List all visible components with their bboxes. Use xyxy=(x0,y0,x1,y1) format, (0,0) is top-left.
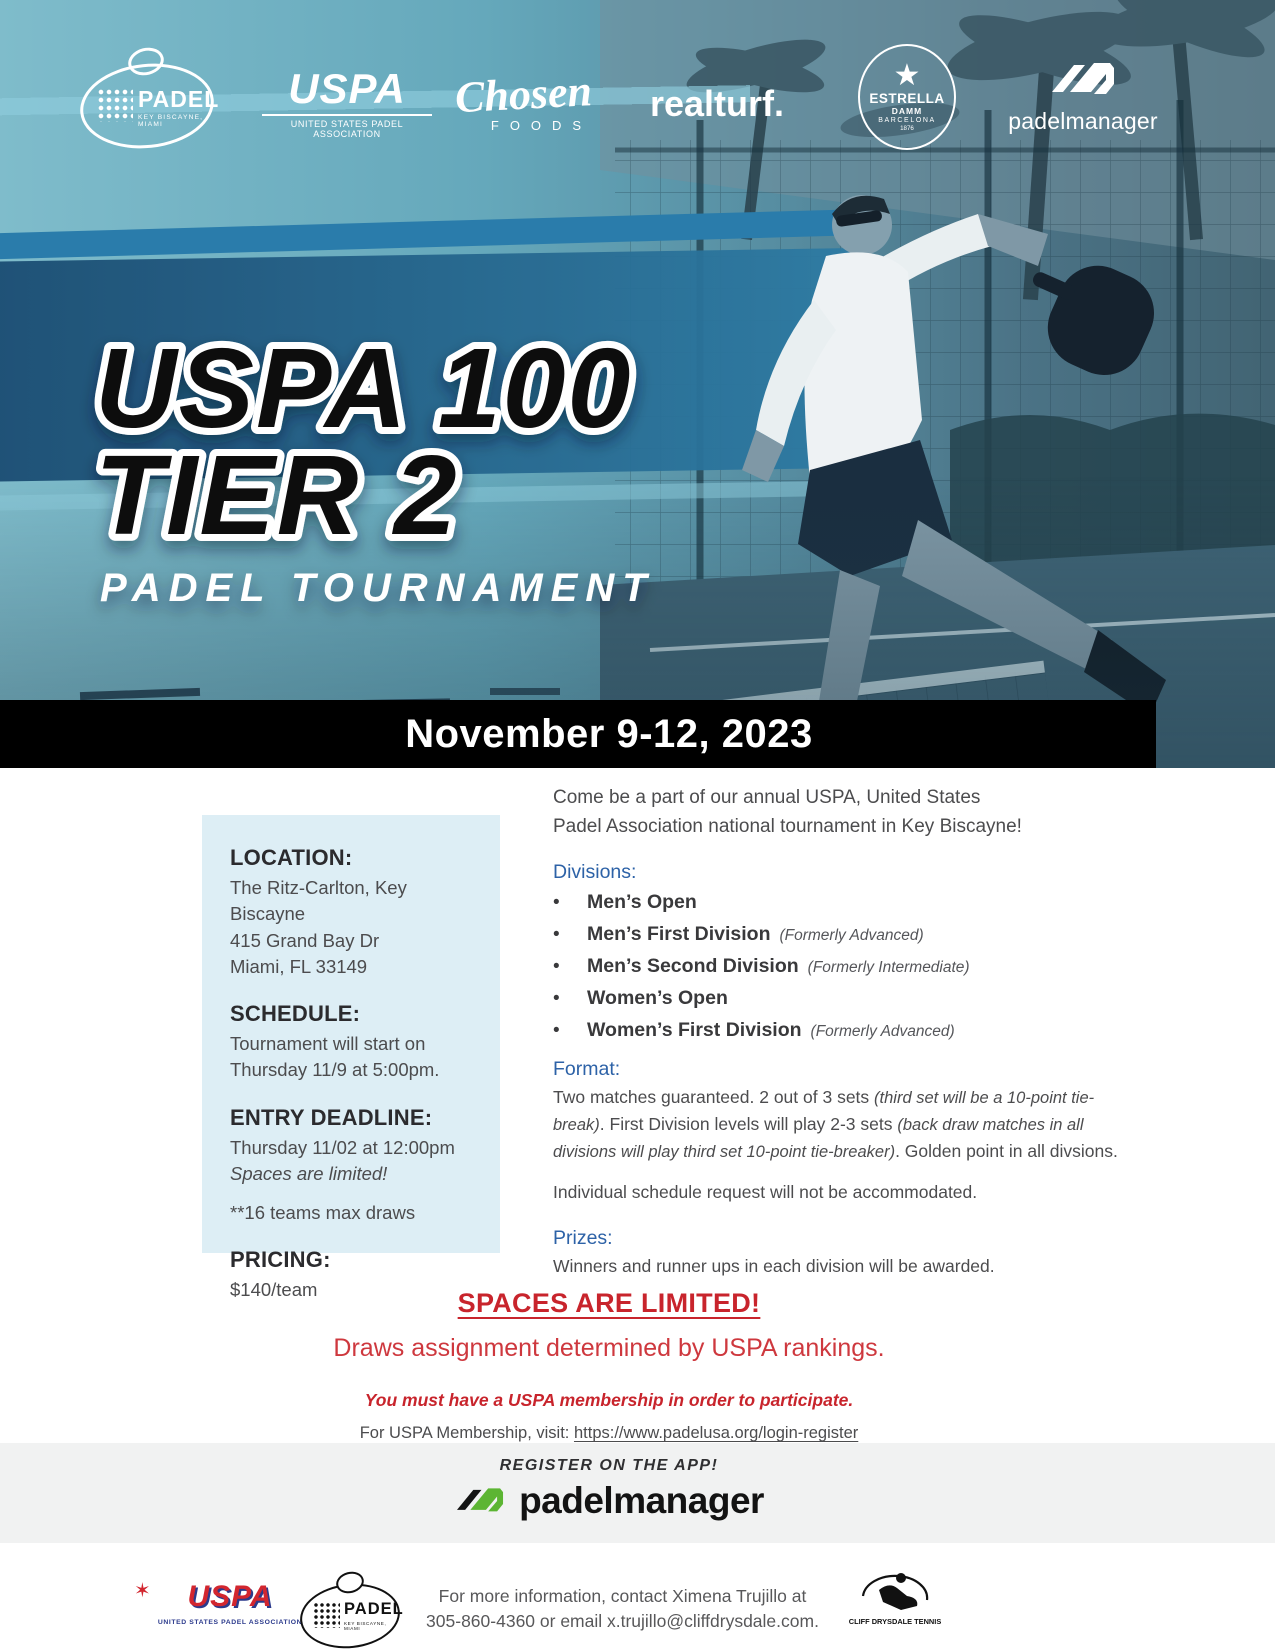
footer-cliff-drysdale-logo xyxy=(845,1562,945,1628)
division-item xyxy=(553,891,1135,914)
contact-line: 305-860-4360 or email x.trujillo@cliffdrysdale.com. xyxy=(426,1611,819,1632)
register-app-band xyxy=(0,1443,1275,1543)
format-heading: Format: xyxy=(553,1057,621,1080)
entry-deadline-line: Thursday 11/02 at 12:00pm xyxy=(230,1136,455,1158)
division-qualifier: (Formerly Advanced) xyxy=(779,926,924,944)
footer-contact xyxy=(425,1584,820,1635)
bullet-icon: • xyxy=(553,987,560,1009)
spaces-limited-headline: SPACES ARE LIMITED! xyxy=(457,1288,761,1318)
footer-uspa-logo xyxy=(134,1580,310,1626)
division-qualifier: (Formerly Intermediate) xyxy=(807,958,970,976)
schedule-line: Tournament will start on xyxy=(230,1033,426,1055)
padelmanager-wordmark: padelmanager xyxy=(1008,108,1158,134)
max-draws-note: **16 teams max draws xyxy=(230,1202,416,1224)
location-line: 415 Grand Bay Dr xyxy=(230,929,380,951)
uspa-wordmark: USPA xyxy=(288,65,406,112)
estrella-damm: DAMM xyxy=(891,106,923,116)
location-heading: LOCATION: xyxy=(230,845,353,870)
bullet-icon: • xyxy=(553,1019,560,1041)
division-name: Men’s First Division xyxy=(587,922,771,945)
prizes-heading: Prizes: xyxy=(553,1227,613,1250)
bullet-icon: • xyxy=(553,955,560,977)
event-info-box xyxy=(202,815,500,1301)
division-name: Men’s Open xyxy=(587,890,697,913)
pricing-heading: PRICING: xyxy=(230,1247,331,1273)
bullet-icon: • xyxy=(553,923,560,945)
uspa-sub: UNITED STATES PADEL ASSOCIATION xyxy=(157,1619,303,1626)
intro-text: Come be a part of our annual USPA, United States xyxy=(553,787,981,808)
padel-logo-sub: KEY BISCAYNE, MIAMI xyxy=(138,114,204,128)
location-section xyxy=(230,845,480,980)
format-text: Two matches guaranteed. 2 out of 3 sets (third set will be a 10-point tie-break). First Division levels will play 2-3 sets (back draw matches in all divisions will play third set 10-point tie-breaker). Golden point in all divsions. xyxy=(553,1086,1118,1162)
cliff-drysdale-icon xyxy=(849,1562,941,1628)
division-item xyxy=(553,923,1135,946)
estrella-year: 1876 xyxy=(900,125,914,132)
schedule-section xyxy=(230,1001,480,1084)
padel-logo-name: PADEL xyxy=(344,1600,404,1618)
uspa-wordmark: USPA xyxy=(187,1580,273,1613)
estrella-name: ESTRELLA xyxy=(869,91,945,106)
schedule-line: Thursday 11/9 at 5:00pm. xyxy=(230,1059,440,1081)
padelmanager-brand xyxy=(0,1480,1218,1522)
division-qualifier: (Formerly Advanced) xyxy=(810,1022,955,1040)
footer-padel-logo xyxy=(300,1572,402,1650)
cliff-drysdale-wordmark: CLIFF DRYSDALE TENNIS xyxy=(849,1617,941,1626)
star-icon: ★ xyxy=(893,59,921,92)
draws-assignment-text: Draws assignment determined by USPA rankings. xyxy=(333,1334,885,1362)
burst-icon: ✶ xyxy=(134,1580,151,1602)
bullet-icon: • xyxy=(553,891,560,913)
division-item xyxy=(553,955,1135,978)
membership-info-line: For USPA Membership, visit: https://www.padelusa.org/login-register xyxy=(359,1424,859,1442)
schedule-request-note: Individual schedule request will not be accommodated. xyxy=(553,1182,978,1203)
sponsor-padel-key-biscayne-logo xyxy=(80,48,220,150)
event-dates: November 9-12, 2023 xyxy=(405,711,813,756)
contact-line: For more information, contact Ximena Trujillo at xyxy=(438,1586,807,1606)
schedule-heading: SCHEDULE: xyxy=(230,1001,361,1027)
padel-dots-icon xyxy=(313,1602,340,1628)
sponsor-estrella-damm-logo xyxy=(858,44,956,150)
location-line: The Ritz-Carlton, Key Biscayne xyxy=(230,877,407,925)
membership-required-text: You must have a USPA membership in order to participate. xyxy=(364,1390,854,1410)
cta-block xyxy=(0,1288,1218,1443)
title-line-1: USPA 100 xyxy=(95,325,633,451)
divisions-heading: Divisions: xyxy=(553,860,637,883)
division-name: Men’s Second Division xyxy=(587,954,799,977)
chosen-sub: FOODS xyxy=(490,118,593,133)
date-banner xyxy=(0,700,1156,768)
entry-deadline-section xyxy=(230,1105,480,1227)
padelmanager-icon xyxy=(1048,52,1118,108)
padelmanager-wordmark: padelmanager xyxy=(519,1480,764,1521)
chosen-wordmark: Chosen xyxy=(453,66,594,123)
padelmanager-icon xyxy=(454,1480,506,1522)
register-app-label: REGISTER ON THE APP! xyxy=(499,1457,719,1474)
division-item xyxy=(553,1019,1135,1042)
tournament-details xyxy=(553,783,1135,1280)
sponsor-chosen-foods-logo xyxy=(453,66,620,133)
entry-deadline-heading: ENTRY DEADLINE: xyxy=(230,1104,433,1130)
padel-logo-sub: KEY BISCAYNE, MIAMI xyxy=(344,1621,387,1631)
membership-link[interactable]: https://www.padelusa.org/login-register xyxy=(573,1424,859,1442)
hero-subtitle: PADEL TOURNAMENT xyxy=(100,566,655,610)
division-name: Women’s First Division xyxy=(587,1018,802,1041)
division-item xyxy=(553,987,1135,1010)
intro-text: Padel Association national tournament in Key Biscayne! xyxy=(553,816,1022,838)
prizes-text: Winners and runner ups in each division will be awarded. xyxy=(553,1256,995,1277)
padel-dots-icon xyxy=(97,88,133,122)
uspa-sub: UNITED STATES PADEL ASSOCIATION xyxy=(262,114,432,139)
title-line-2: TIER 2 xyxy=(95,432,459,558)
location-line: Miami, FL 33149 xyxy=(230,955,368,977)
division-name: Women’s Open xyxy=(587,986,728,1009)
pricing-line: $140/team xyxy=(230,1279,318,1301)
sponsor-realturf-logo xyxy=(650,83,785,124)
estrella-barcelona: BARCELONA xyxy=(878,117,936,124)
sponsor-padelmanager-logo xyxy=(1008,52,1158,135)
realturf-wordmark: realturf. xyxy=(650,83,785,124)
padel-logo-name: PADEL xyxy=(138,86,220,112)
spaces-limited-note: Spaces are limited! xyxy=(230,1162,388,1184)
sponsor-uspa-logo xyxy=(262,65,432,139)
